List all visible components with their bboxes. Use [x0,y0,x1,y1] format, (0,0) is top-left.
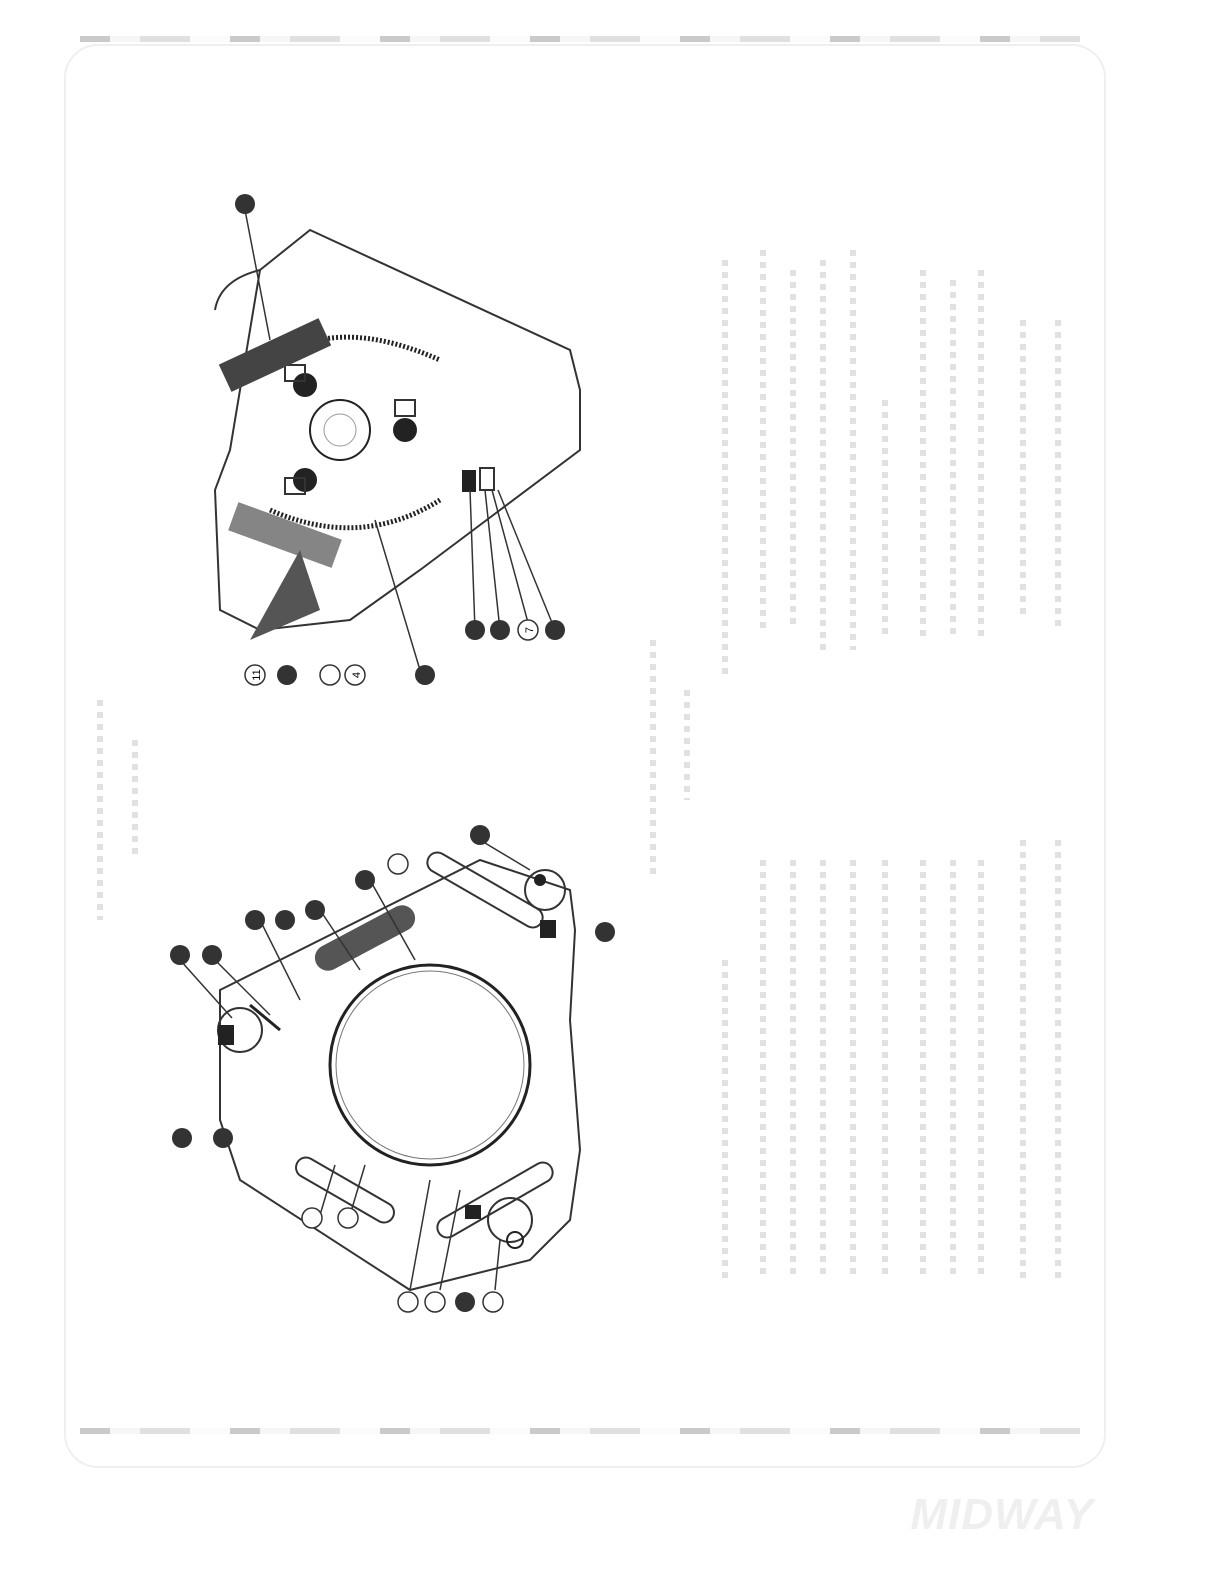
callout-open [388,854,408,874]
body-text-column [722,960,728,1280]
callout-open [398,1292,418,1312]
callout-open [425,1292,445,1312]
callout-open [338,1208,358,1228]
body-text-column [790,860,796,1280]
callout-marker [470,825,490,845]
body-text-column [920,860,926,1280]
figure-caption-line [650,640,656,880]
lower-mechanism-diagram [160,820,630,1320]
body-text-column [1020,840,1026,1280]
callout-marker [545,620,565,640]
callout-7-label: 7 [524,626,536,634]
body-text-column [882,400,888,640]
body-text-column [760,860,766,1280]
body-text-column [850,250,856,650]
body-text-column [950,860,956,1280]
upper-mechanism-diagram [200,190,640,710]
callout-open [483,1292,503,1312]
callout-marker [275,910,295,930]
callout-marker [415,665,435,685]
callout-marker [202,945,222,965]
body-text-column [1055,320,1061,630]
figure-caption-line [132,740,138,860]
body-text-column [820,260,826,650]
body-text-column [978,860,984,1280]
body-text-column [1020,320,1026,620]
callout-marker [213,1128,233,1148]
body-text-column [1055,840,1061,1280]
callout-marker [455,1292,475,1312]
body-text-column [790,270,796,630]
body-text-column [850,860,856,1280]
callout-open [302,1208,322,1228]
body-text-column [760,250,766,630]
callout-open [320,665,340,685]
callout-marker [355,870,375,890]
body-text-column [820,860,826,1280]
figure-caption-line [684,690,690,800]
body-text-column [950,280,956,640]
callout-11-label: 11 [251,669,263,681]
callout-marker [595,922,615,942]
callout-marker [170,945,190,965]
scan-edge-top [80,36,1080,42]
callout-marker [235,194,255,214]
body-text-column [920,270,926,640]
callout-marker [305,900,325,920]
callout-4-label: 4 [351,671,363,679]
midway-logo: MIDWAY [910,1490,1094,1539]
callout-marker [245,910,265,930]
body-text-column [722,260,728,680]
callout-marker [490,620,510,640]
callout-marker [172,1128,192,1148]
figure-caption-line [97,700,103,920]
callout-marker [277,665,297,685]
callout-marker [465,620,485,640]
body-text-column [978,270,984,640]
body-text-column [882,860,888,1280]
